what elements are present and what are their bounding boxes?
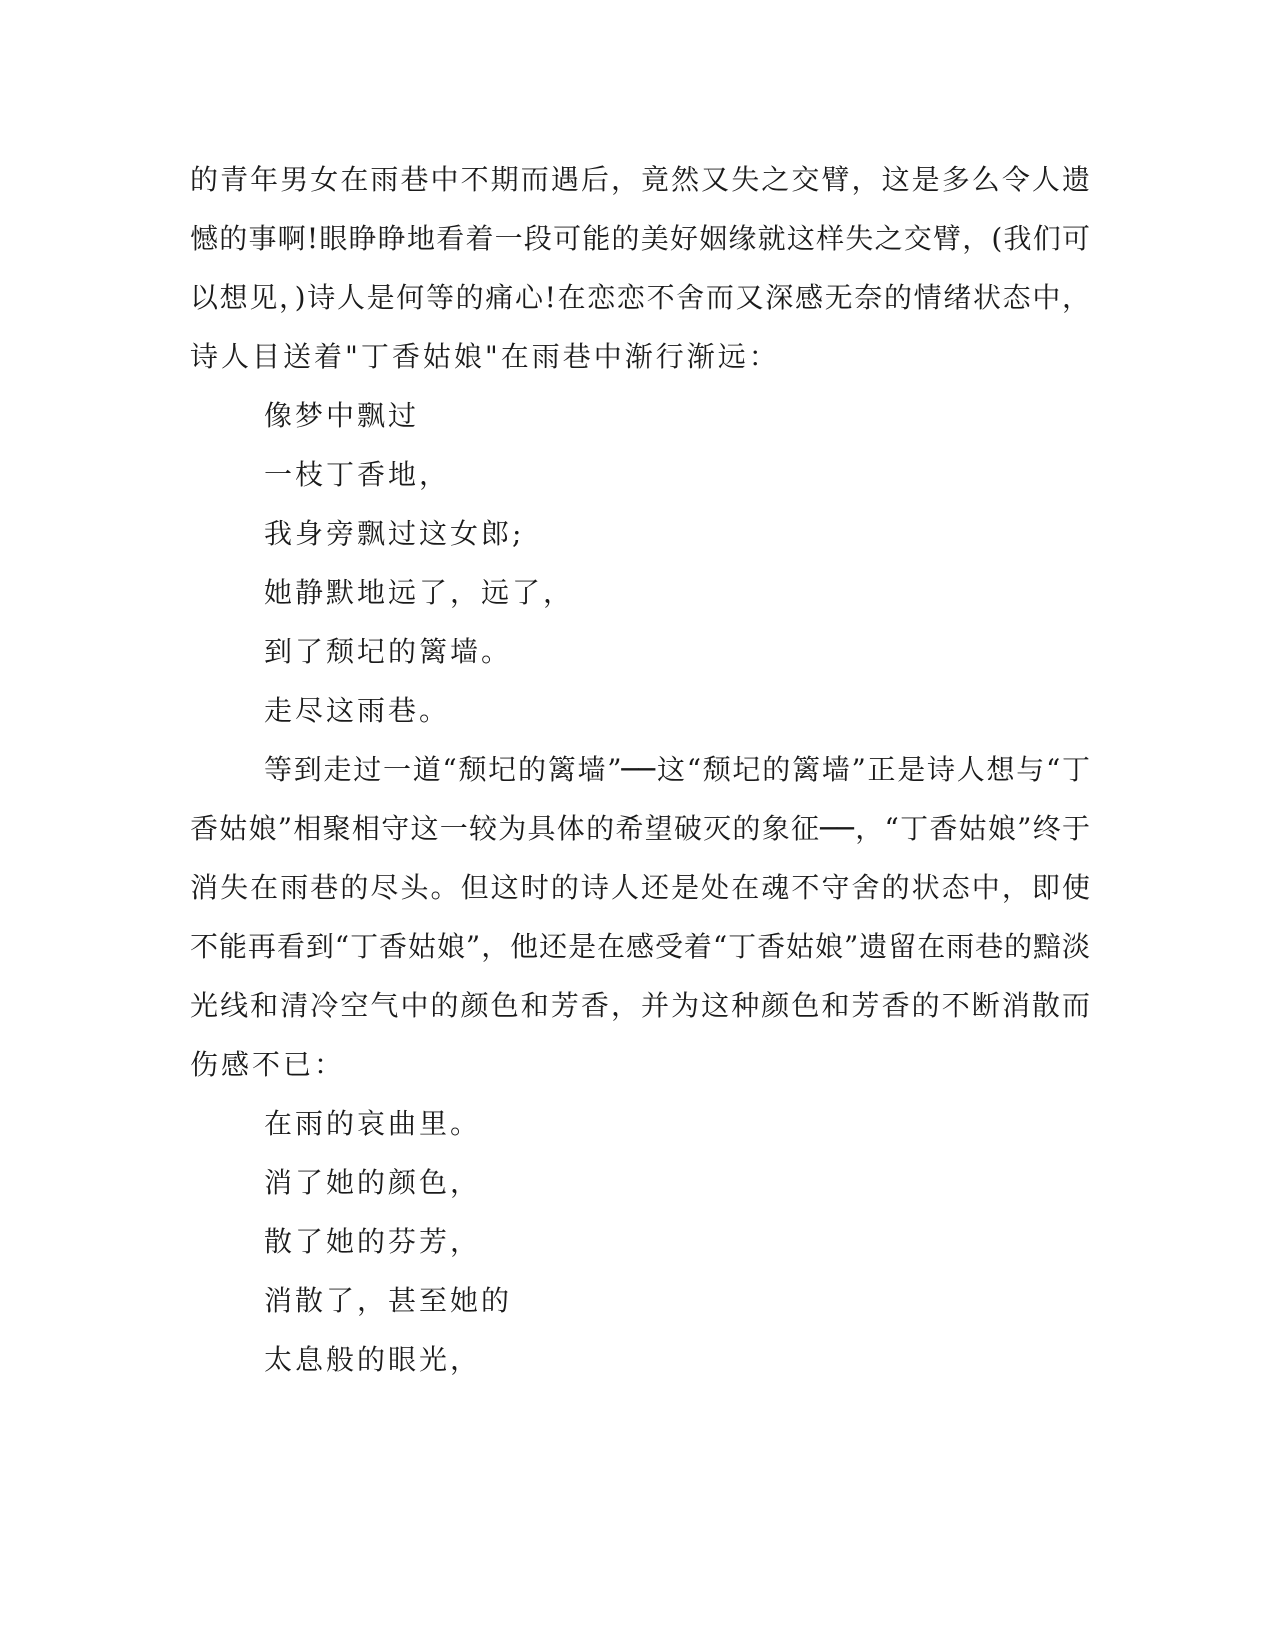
paragraph-line: 以想见，)诗人是何等的痛心!在恋恋不舍而又深感无奈的情绪状态中， xyxy=(190,281,1090,314)
poem-line: 我身旁飘过这女郎; xyxy=(264,517,525,550)
poem-line: 她静默地远了，远了， xyxy=(264,576,575,609)
paragraph-line: 伤感不已： xyxy=(190,1048,346,1081)
poem-line: 太息般的眼光， xyxy=(264,1343,482,1376)
paragraph-line: 消失在雨巷的尽头。但这时的诗人还是处在魂不守舍的状态中，即使 xyxy=(190,871,1090,904)
paragraph-line: 光线和清冷空气中的颜色和芳香，并为这种颜色和芳香的不断消散而 xyxy=(190,989,1090,1022)
paragraph-line: 憾的事啊!眼睁睁地看着一段可能的美好姻缘就这样失之交臂，(我们可 xyxy=(190,222,1090,255)
poem-line: 像梦中飘过 xyxy=(264,399,420,432)
poem-line: 到了颓圮的篱墙。 xyxy=(264,635,513,668)
poem-line: 在雨的哀曲里。 xyxy=(264,1107,482,1140)
paragraph-line: 香姑娘”相聚相守这一较为具体的希望破灭的象征──，“丁香姑娘”终于 xyxy=(190,812,1090,845)
poem-line: 消了她的颜色， xyxy=(264,1166,482,1199)
paragraph-line: 等到走过一道“颓圮的篱墙”──这“颓圮的篱墙”正是诗人想与“丁 xyxy=(264,753,1090,786)
poem-line: 一枝丁香地， xyxy=(264,458,451,491)
paragraph-line: 诗人目送着"丁香姑娘"在雨巷中渐行渐远： xyxy=(190,340,780,373)
paragraph-line: 不能再看到“丁香姑娘”，他还是在感受着“丁香姑娘”遗留在雨巷的黯淡 xyxy=(190,930,1090,963)
poem-line: 走尽这雨巷。 xyxy=(264,694,451,727)
paragraph-line: 的青年男女在雨巷中不期而遇后，竟然又失之交臂，这是多么令人遗 xyxy=(190,163,1090,196)
poem-line: 散了她的芬芳， xyxy=(264,1225,482,1258)
poem-line: 消散了，甚至她的 xyxy=(264,1284,513,1317)
